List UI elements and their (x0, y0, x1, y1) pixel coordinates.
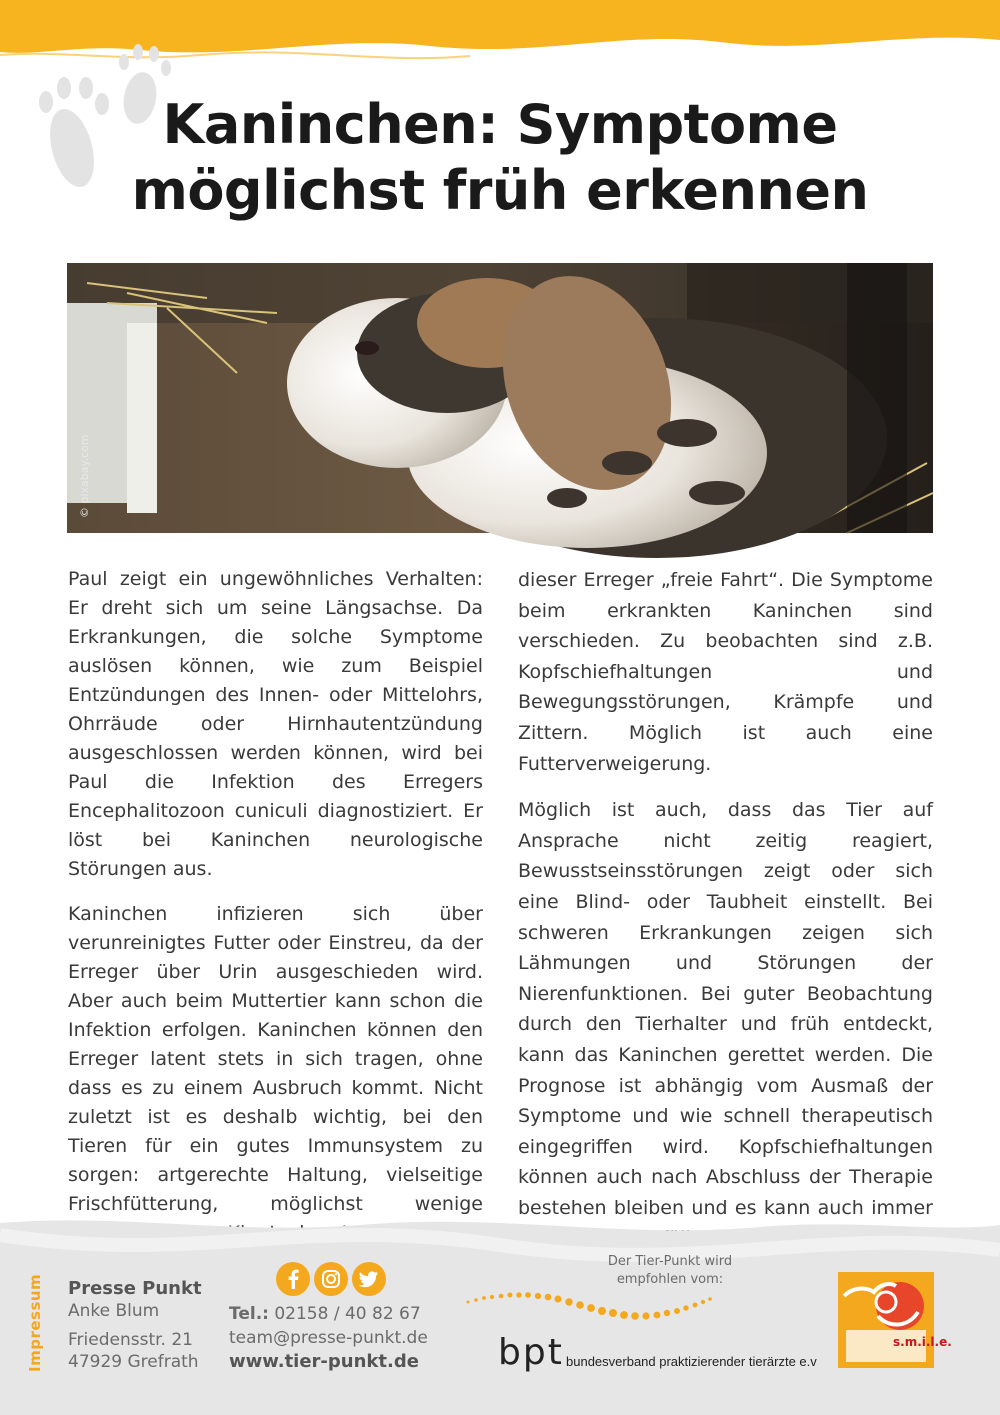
article-column-right (518, 565, 933, 1270)
street: Friedensstr. 21 (68, 1330, 193, 1350)
phone-line (229, 1302, 428, 1326)
article-column-left (68, 565, 483, 1293)
paragraph: Paul zeigt ein ungewöhnliches Verhalten: Er dreht sich um seine Längsachse. Da Erkrankungen, die solche Symptome auslösen können, wie zum Beispiel Entzündungen des Innen- oder Mittelohrs, Ohrräude oder Hirnhautentzündung ausgeschlossen werden können, wird bei Paul die Infektion des Erregers Encephalitozoon cuniculi diagnostiziert. Er löst bei Kaninchen neurologische Störungen aus. (68, 568, 483, 880)
smile-logo (838, 1272, 952, 1368)
website-link[interactable]: www.tier-punkt.de (229, 1351, 419, 1372)
contact-details (229, 1302, 428, 1374)
facebook-icon[interactable] (276, 1262, 310, 1296)
city: 47929 Grefrath (68, 1352, 199, 1372)
paragraph: dieser Erreger „freie Fahrt“. Die Symptome beim erkrankten Kaninchen sind verschieden. Zu beobachten sind z.B. Kopfschiefhaltungen und Bewegungsstörungen, Krämpfe und Zittern. Möglich ist auch eine Futterverweigerung. (518, 569, 933, 775)
bpt-name: bundesverband praktizierender tierärzte e.v (566, 1354, 817, 1369)
instagram-icon[interactable] (314, 1262, 348, 1296)
paragraph: Kaninchen infizieren sich über verunreinigtes Futter oder Einstreu, da der Erreger über Urin ausgeschieden wird. Aber auch beim Muttertier kann schon die Infektion erfolgen. Kaninchen können den Erreger latent stets in sich tragen, ohne dass es zu einem Ausbruch kommt. Nicht zuletzt ist es deshalb wichtig, bei den Tieren für ein gutes Immunsystem zu sorgen: artgerechte Haltung, vielseitige Frischfütterung, möglichst wenige (68, 903, 483, 1215)
photo-credit: © pixabay.com (78, 434, 91, 518)
email-link[interactable]: team@presse-punkt.de (229, 1328, 428, 1348)
rabbit-photo (67, 263, 933, 533)
contact-person: Anke Blum (68, 1301, 160, 1321)
title-line-1: Kaninchen: Symptome (162, 93, 838, 156)
paragraph: Möglich ist auch, dass das Tier auf Ansprache nicht zeitig reagiert, Bewusstseinsstörungen zeigt oder sich eine Blind- oder Taubheit einstellt. Bei schweren Erkrankungen zeigen sich Lähmungen und Störungen der Nierenfunktionen. Bei guter Beobachtung durch den Tierhalter und früh entdeckt, kann das Kaninchen gerettet werden. Die Prognose ist abhängig vom Ausmaß der Symptome und wie schnell therapeutisch eingegriffen wird. Kopfschiefhaltungen können auch nach Abschluss der Therapie bestehen bleiben und es kann auch immer (518, 799, 933, 1219)
dotted-arc-decoration (462, 1280, 722, 1330)
recommend-line-1: Der Tier-Punkt wird (607, 1254, 733, 1269)
smile-logo-text: s.m.i.l.e. (893, 1335, 952, 1349)
recommend-line-2: empfohlen vom: (616, 1272, 724, 1287)
title-line-2: möglichst früh erkennen (131, 159, 869, 222)
phone-number[interactable]: 02158 / 40 82 67 (274, 1304, 421, 1324)
publisher-address (68, 1278, 202, 1373)
page-title (0, 92, 1000, 224)
phone-label: Tel.: (229, 1304, 269, 1324)
publisher-name: Presse Punkt (68, 1278, 202, 1299)
social-links (276, 1262, 386, 1296)
twitter-icon[interactable] (352, 1262, 386, 1296)
bpt-logo: bpt (498, 1332, 564, 1373)
impressum-label: Impressum (26, 1273, 44, 1372)
